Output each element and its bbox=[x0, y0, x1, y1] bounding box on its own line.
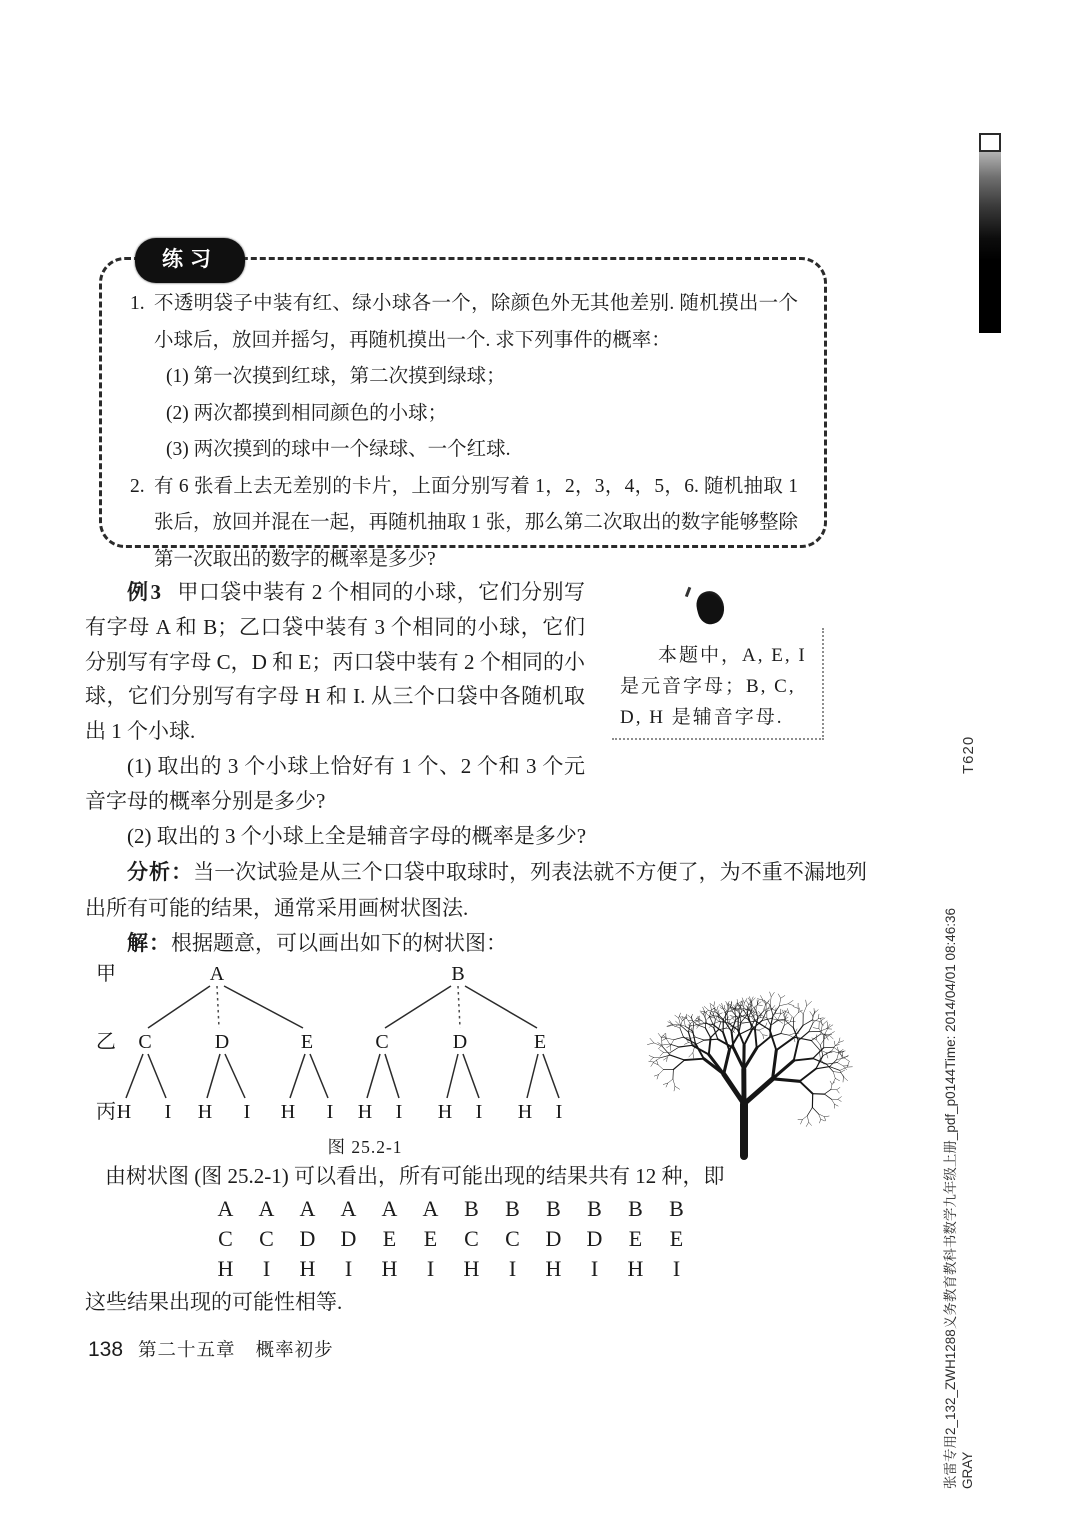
node-C: C bbox=[375, 1031, 389, 1053]
analysis-text: 当一次试验是从三个口袋中取球时，列表法就不方便了，为不重不漏地列出所有可能的结果，通常采用画树状图法. bbox=[85, 860, 868, 920]
node-D: D bbox=[214, 1031, 230, 1053]
practice-label: 练习 bbox=[135, 238, 245, 283]
result-letter: D bbox=[299, 1226, 316, 1251]
watermark bbox=[942, 789, 976, 1489]
practice-item-2 bbox=[130, 469, 798, 579]
tree-illustration bbox=[606, 942, 886, 1160]
practice-item-1 bbox=[130, 286, 798, 469]
chapter-title: 第二十五章 bbox=[138, 1341, 236, 1361]
calibration-white-patch bbox=[979, 133, 1001, 152]
node-B: B bbox=[451, 963, 465, 985]
result-letter: D bbox=[586, 1226, 603, 1251]
result-letter: B bbox=[587, 1196, 602, 1221]
result-letter: A bbox=[299, 1196, 316, 1221]
example-question-2: (2) 取出的 3 个小球上全是辅音字母的概率是多少? bbox=[127, 823, 587, 848]
node-C: C bbox=[138, 1031, 152, 1053]
node-H: H bbox=[116, 1101, 132, 1123]
item-text: 不透明袋子中装有红、绿小球各一个，除颜色外无其他差别. 随机摸出一个小球后，放回并摇匀，再随机摸出一个. 求下列事件的概率： bbox=[154, 293, 798, 351]
result-letter: H bbox=[545, 1256, 562, 1281]
analysis-label: 分析： bbox=[127, 860, 194, 884]
item-number: 2. bbox=[130, 475, 145, 497]
result-letter: I bbox=[262, 1256, 271, 1281]
node-H: H bbox=[197, 1101, 213, 1123]
results-row-1 bbox=[205, 1194, 697, 1224]
example-body: 甲口袋中装有 2 个相同的小球，它们分别写有字母 A 和 B；乙口袋中装有 3 个相同的小球，它们分别写有字母 C，D 和 E；丙口袋中装有 2 个相同的小球，它们分别写有字母 H 和 I. 从三个口袋中各随机取出 1 个小球. bbox=[85, 580, 585, 744]
node-I: I bbox=[326, 1101, 334, 1123]
note-line: 是元音字母；B, C, bbox=[620, 676, 796, 697]
section-title: 概率初步 bbox=[255, 1341, 334, 1361]
result-letter: A bbox=[217, 1196, 234, 1221]
node-I: I bbox=[475, 1101, 483, 1123]
ink-smudge-icon bbox=[693, 588, 727, 627]
example-question-1: (1) 取出的 3 个小球上恰好有 1 个、2 个和 3 个元音字母的概率分别是多少? bbox=[85, 753, 585, 813]
result-letter: I bbox=[426, 1256, 435, 1281]
row-label-bing: 丙 bbox=[96, 1101, 116, 1123]
result-letter: I bbox=[508, 1256, 517, 1281]
result-letter: D bbox=[545, 1226, 562, 1251]
result-letter: H bbox=[463, 1256, 480, 1281]
result-letter: B bbox=[464, 1196, 479, 1221]
analysis-paragraph bbox=[85, 855, 867, 926]
node-D: D bbox=[452, 1031, 468, 1053]
result-letter: H bbox=[627, 1256, 644, 1281]
figure-caption: 图 25.2-1 bbox=[327, 1137, 403, 1157]
row-label-jia: 甲 bbox=[96, 963, 116, 985]
result-letter: E bbox=[628, 1226, 643, 1251]
results-grid bbox=[205, 1194, 697, 1284]
results-row-2 bbox=[205, 1224, 697, 1254]
result-letter: I bbox=[344, 1256, 353, 1281]
result-letter: H bbox=[381, 1256, 398, 1281]
result-letter: C bbox=[464, 1226, 479, 1251]
result-letter: A bbox=[422, 1196, 439, 1221]
result-letter: D bbox=[340, 1226, 357, 1251]
tree-diagram bbox=[60, 948, 620, 1163]
result-letter: E bbox=[669, 1226, 684, 1251]
calibration-strip bbox=[979, 133, 1001, 333]
node-I: I bbox=[243, 1101, 251, 1123]
result-letter: H bbox=[217, 1256, 234, 1281]
tree-diagram-branches bbox=[126, 986, 559, 1098]
result-letter: A bbox=[381, 1196, 398, 1221]
node-E: E bbox=[300, 1031, 314, 1053]
result-letter: E bbox=[423, 1226, 438, 1251]
practice-box bbox=[99, 247, 827, 570]
example-section bbox=[85, 575, 585, 853]
result-letter: C bbox=[259, 1226, 274, 1251]
node-H: H bbox=[437, 1101, 453, 1123]
calibration-gradient-bar bbox=[979, 152, 1001, 333]
result-letter: I bbox=[672, 1256, 681, 1281]
result-letter: B bbox=[505, 1196, 520, 1221]
result-letter: H bbox=[299, 1256, 316, 1281]
node-I: I bbox=[164, 1101, 172, 1123]
node-H: H bbox=[357, 1101, 373, 1123]
node-H: H bbox=[280, 1101, 296, 1123]
item-text: 有 6 张看上去无差别的卡片，上面分别写着 1，2，3，4，5，6. 随机抽取 1 张后，放回并混在一起，再随机抽取 1 张，那么第二次取出的数字能够整除第一次取出的数字的概率是多少? bbox=[154, 475, 798, 570]
watermark-line-1: 张雷专用2_132_ZWH1288义务教育教科书数学九年级上册_pdf_p0144Time: 2014/04/01 08:46:36 bbox=[943, 907, 958, 1489]
node-H: H bbox=[517, 1101, 533, 1123]
results-intro: 由树状图 (图 25.2-1) 可以看出，所有可能出现的结果共有 12 种，即 bbox=[105, 1164, 725, 1188]
item-number: 1. bbox=[130, 293, 145, 314]
results-row-3 bbox=[205, 1254, 697, 1284]
result-letter: E bbox=[382, 1226, 397, 1251]
solution-text: 根据题意，可以画出如下的树状图： bbox=[171, 931, 507, 955]
result-letter: A bbox=[340, 1196, 357, 1221]
solution-label: 解： bbox=[127, 931, 171, 955]
print-code: T620 bbox=[960, 735, 977, 774]
margin-note bbox=[612, 628, 824, 740]
page-number: 138 bbox=[88, 1338, 124, 1361]
example-paragraph bbox=[85, 575, 585, 749]
result-letter: A bbox=[258, 1196, 275, 1221]
node-A: A bbox=[209, 963, 225, 985]
result-letter: C bbox=[218, 1226, 233, 1251]
example-label: 例3 bbox=[127, 580, 163, 604]
tree-diagram-labels bbox=[96, 963, 562, 1123]
item-subquestion: (2) 两次都摸到相同颜色的小球； bbox=[166, 402, 448, 424]
node-I: I bbox=[395, 1101, 403, 1123]
watermark-line-2: GRAY bbox=[960, 1451, 975, 1489]
item-subquestion: (3) 两次摸到的球中一个绿球、一个红球. bbox=[166, 439, 511, 460]
node-I: I bbox=[555, 1101, 563, 1123]
result-letter: B bbox=[628, 1196, 643, 1221]
result-letter: B bbox=[546, 1196, 561, 1221]
node-E: E bbox=[533, 1031, 547, 1053]
row-label-yi: 乙 bbox=[96, 1031, 116, 1053]
results-outro: 这些结果出现的可能性相等. bbox=[85, 1290, 343, 1314]
result-letter: C bbox=[505, 1226, 520, 1251]
result-letter: I bbox=[590, 1256, 599, 1281]
note-line: D, H 是辅音字母. bbox=[620, 707, 784, 728]
note-line: 本题中，A, E, I bbox=[658, 645, 807, 666]
result-letter: B bbox=[669, 1196, 684, 1221]
page-footer bbox=[88, 1336, 334, 1362]
item-subquestion: (1) 第一次摸到红球，第二次摸到绿球； bbox=[166, 366, 506, 387]
